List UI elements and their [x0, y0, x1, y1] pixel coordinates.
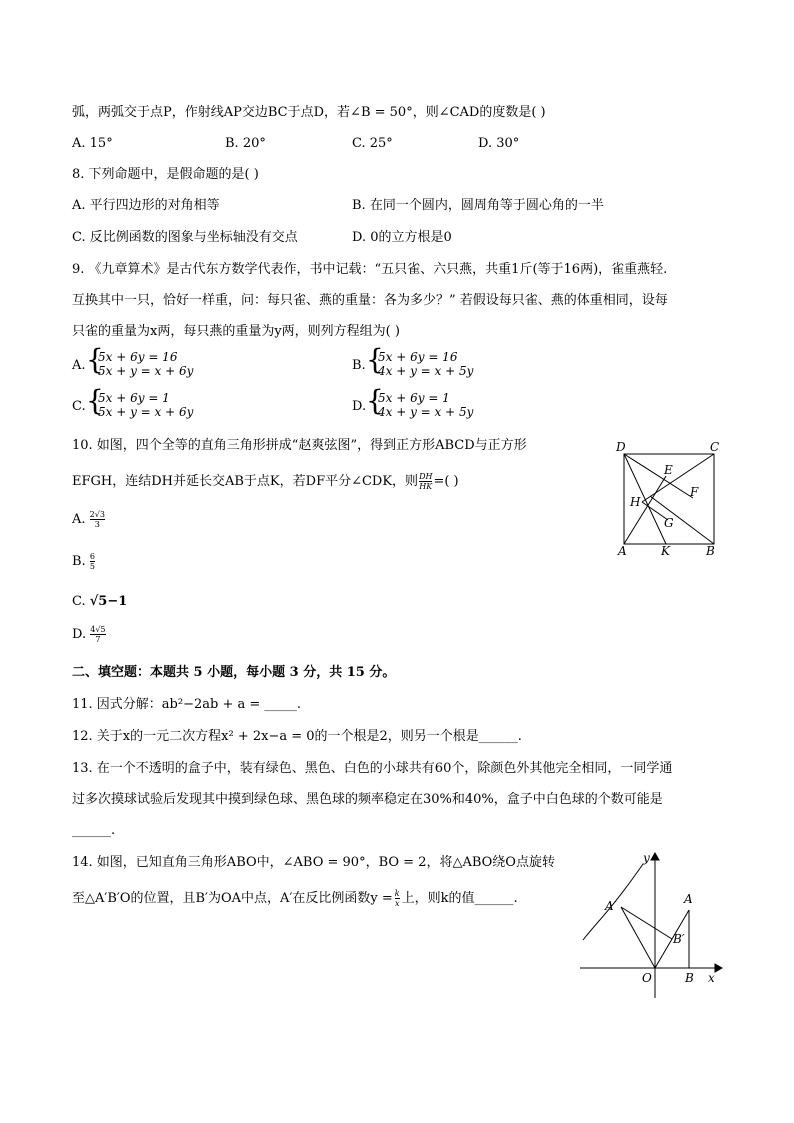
q10-option-b-label: B. [72, 554, 86, 569]
q10-option-a-num: 2√3 [89, 510, 105, 519]
q10-option-a-label: A. [72, 512, 86, 527]
q8-option-c: C. 反比例函数的图象与坐标轴没有交点 [72, 230, 298, 245]
q10-fraction-num: DH [419, 472, 433, 481]
label-y: y [643, 851, 650, 865]
q12-stem: 12. 关于x的一元二次方程x² + 2x−a = 0的一个根是2，则另一个根是______. [72, 729, 522, 744]
label-b-prime: B′ [673, 932, 685, 946]
q14-coordinate-figure [575, 850, 725, 1000]
q9-option-c-eq1: 5x + 6y = 1 [98, 391, 170, 405]
label-o: O [642, 971, 652, 985]
y-axis-arrow [651, 853, 659, 860]
label-a: A [618, 544, 627, 558]
q10-option-d [72, 625, 106, 644]
q9-stem-line2: 互换其中一只，恰好一样重，问：每只雀、燕的重量：各为多少？” 若假设每只雀、燕的体重相同，设每 [72, 293, 668, 308]
section2-title: 二、填空题：本题共 5 小题，每小题 3 分，共 15 分。 [72, 665, 396, 680]
q7-option-d: D. 30° [478, 136, 520, 151]
q9-option-c-eq2: 5x + y = x + 6y [98, 405, 194, 419]
segment-o-a-prime [621, 907, 655, 968]
q8-option-d: D. 0的立方根是0 [352, 230, 452, 245]
label-b: B [706, 544, 715, 558]
q14-stem-line2-text: 至△A′B′O的位置，且B′为OA中点，A′在反比例函数y = [72, 891, 393, 906]
q10-option-c [72, 593, 127, 611]
q10-option-d-num: 4√5 [90, 625, 106, 634]
q9-stem-line1: 9. 《九章算术》是古代东方数学代表作，书中记载：“五只雀、六只燕，共重1斤(等于16两)，雀重燕轻. [72, 262, 668, 277]
q9-option-b-label: B. [352, 358, 366, 373]
q10-stem-tail: =( ) [433, 474, 459, 489]
q9-option-d-eq1: 5x + 6y = 1 [378, 391, 450, 405]
label-d: D [616, 440, 626, 454]
q9-option-a-brace: { [86, 343, 104, 376]
q14-stem-tail: 上，则k的值______. [401, 891, 518, 906]
q10-fraction [419, 472, 432, 491]
q9-stem-line3: 只雀的重量为x两，每只燕的重量为y两，则列方程组为( ) [72, 324, 400, 339]
q10-option-b-fraction [90, 552, 95, 571]
label-c: C [710, 440, 720, 454]
q10-option-a-den: 3 [94, 520, 100, 529]
q9-option-d-eq2: 4x + y = x + 5y [378, 405, 474, 419]
label-x: x [708, 971, 715, 985]
q11-stem: 11. 因式分解：ab²−2ab + a = _____. [72, 697, 302, 712]
q9-option-d-system [378, 391, 473, 419]
q9-option-c-label: C. [72, 399, 86, 414]
q13-stem-line2: 过多次摸球试验后发现其中摸到绿色球、黑色球的频率稳定在30%和40%，盒子中白色球的个数可能是 [72, 792, 663, 807]
q14-fraction [395, 889, 400, 908]
q10-option-d-label: D. [72, 627, 87, 642]
q9-option-c-system [98, 391, 193, 419]
q10-option-b-den: 5 [89, 562, 95, 571]
q14-fraction-num: k [394, 889, 400, 898]
q9-option-a-system [98, 350, 193, 378]
q8-option-b: B. 在同一个圆内，圆周角等于圆心角的一半 [352, 198, 604, 213]
q9-option-b-eq2: 4x + y = x + 5y [378, 364, 474, 378]
q10-option-c-label: C. [72, 594, 86, 609]
q7-option-b: B. 20° [225, 136, 266, 151]
label-a-prime: A′ [605, 899, 617, 913]
q10-option-d-den: 7 [95, 635, 101, 644]
q10-option-a-fraction [90, 510, 105, 529]
q10-stem-line2-text: EFGH，连结DH并延长交AB于点K，若DF平分∠CDK，则 [72, 474, 419, 489]
q13-stem-line3: ______. [72, 823, 116, 838]
segment-c-to-h [642, 454, 714, 502]
q9-option-d-brace: { [366, 384, 384, 417]
q7-stem-tail: 弧，两弧交于点P，作射线AP交边BC于点D，若∠B = 50°，则∠CAD的度数是( ) [72, 105, 546, 120]
q9-option-a-eq2: 5x + y = x + 6y [98, 364, 194, 378]
q9-option-a-label: A. [72, 358, 86, 373]
q10-zhao-shuang-figure [608, 438, 738, 558]
q8-option-a: A. 平行四边形的对角相等 [72, 198, 220, 213]
label-a: A [684, 892, 693, 906]
segment-b-to-g [650, 496, 714, 544]
q10-stem-line2 [72, 472, 459, 491]
label-f: F [690, 485, 699, 499]
q14-fraction-den: x [394, 899, 400, 908]
q8-stem: 8. 下列命题中，是假命题的是( ) [72, 167, 259, 182]
q10-option-b [72, 552, 95, 571]
label-g: G [664, 516, 674, 530]
q14-stem-line2 [72, 889, 518, 908]
q9-option-d-label: D. [352, 399, 367, 414]
q9-option-b-brace: { [366, 343, 384, 376]
q13-stem-line1: 13. 在一个不透明的盒子中，装有绿色、黑色、白色的小球共有60个，除颜色外其他完全相同，一同学通 [72, 761, 673, 776]
q14-stem-line1: 14. 如图，已知直角三角形ABO中，∠ABO = 90°，BO = 2，将△ABO绕O点旋转 [72, 855, 555, 870]
q10-stem-line1: 10. 如图，四个全等的直角三角形拼成“赵爽弦图”，得到正方形ABCD与正方形 [72, 438, 527, 453]
q9-option-b-eq1: 5x + 6y = 16 [378, 350, 458, 364]
q10-option-c-value: √5−1 [89, 594, 128, 609]
label-b: B [685, 971, 694, 985]
q7-option-a: A. 15° [72, 136, 113, 151]
q9-option-a-eq1: 5x + 6y = 16 [98, 350, 178, 364]
q9-option-b-system [378, 350, 473, 378]
segment-a-to-e [624, 476, 666, 544]
x-axis-arrow [715, 964, 722, 972]
q7-option-c: C. 25° [352, 136, 393, 151]
q10-option-a [72, 510, 105, 529]
label-e: E [664, 463, 673, 477]
q10-fraction-den: HK [419, 482, 433, 491]
segment-a-prime-b-prime [621, 907, 672, 939]
label-k: K [661, 544, 670, 558]
q9-option-c-brace: { [86, 384, 104, 417]
q10-option-b-num: 6 [89, 552, 95, 561]
label-h: H [630, 495, 641, 509]
q10-option-d-fraction [90, 625, 105, 644]
